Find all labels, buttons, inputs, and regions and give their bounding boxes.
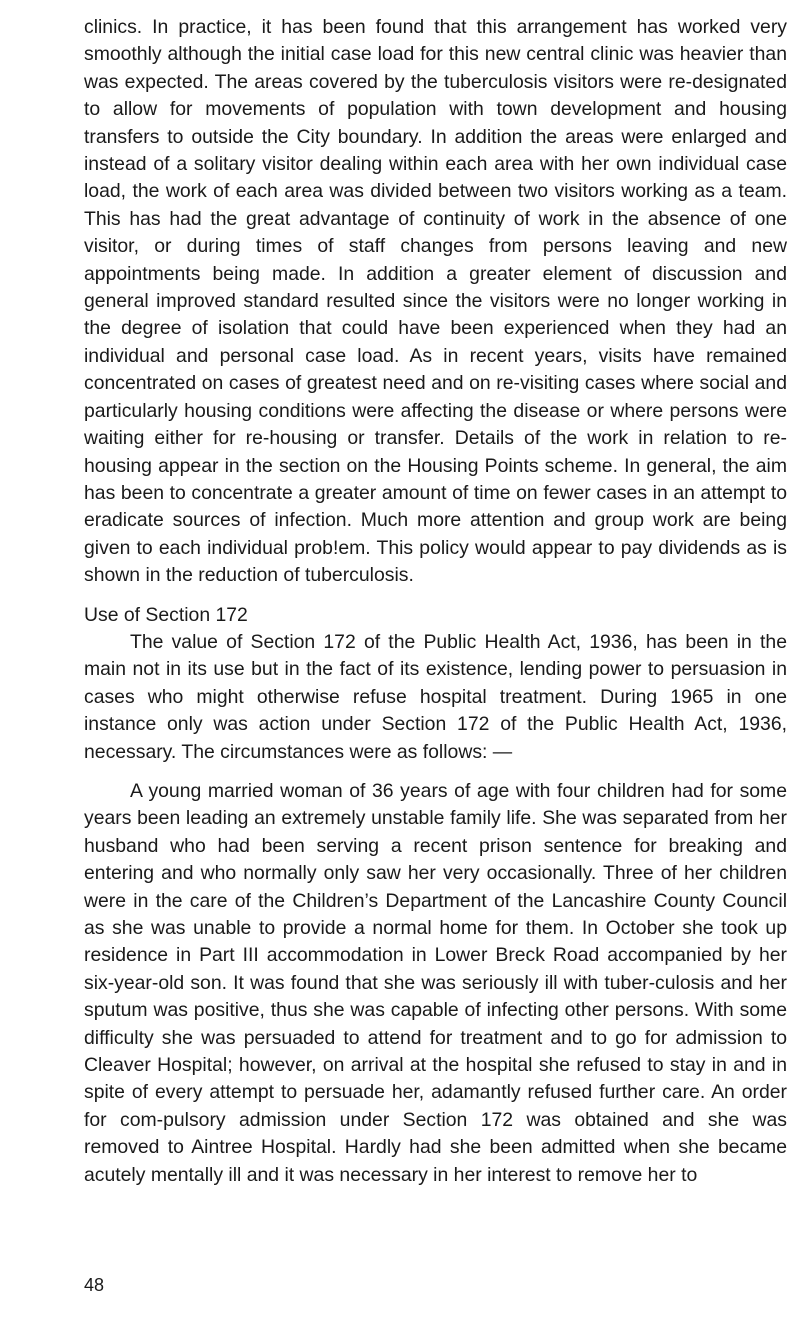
paragraph-clinic-arrangement: clinics. In practice, it has been found that this arrangement has worked very smoothly although the initial case load for this new central clinic was heavier than was expected. The areas covered by the tuberculosis visitors were re-designated to allow for movements of population with town development and housing transfers to outside the City boundary. In addition the areas were enlarged and instead of a solitary visitor dealing within each area with her own individual case load, the work of each area was divided between two visitors working as a team. This has had the great advantage of continuity of work in the absence of one visitor, or during times of staff changes from persons leaving and new appointments being made. In addition a greater element of discussion and general improved standard resulted since the visitors were no longer working in the degree of isolation that could have been experienced when they had an individual and personal case load. As in recent years, visits have remained concentrated on cases of greatest need and on re-visiting cases where social and particularly housing conditions were affecting the disease or where persons were waiting either for re-housing or transfer. Details of the work in relation to re-housing appear in the section on the Housing Points scheme. In general, the aim has been to concentrate a greater amount of time on fewer cases in an attempt to eradicate sources of infection. Much more attention and group work are being given to each individual prob!em. This policy would appear to pay dividends as is shown in the reduction of tuberculosis. — [84, 16, 787, 587]
section-heading: Use of Section 172 — [84, 603, 248, 626]
page-number: 48 — [84, 1275, 105, 1295]
paragraph-case-description: A young married woman of 36 years of age with four children had for some years been leading an extremely unstable family life. She was separated from her husband who had been serving a recent prison sentence for breaking and entering and who normally only saw her very occasionally. Three of her children were in the care of the Children’s Department of the Lancashire County Council as she was unable to provide a normal home for them. In October she took up residence in Part III accommodation in Lower Breck Road accompanied by her six-year-old son. It was found that she was seriously ill with tuber-culosis and her sputum was positive, thus she was capable of infecting other persons. With some difficulty she was persuaded to attend for treatment and to go for admission to Cleaver Hospital; however, on arrival at the hospital she refused to stay in and in spite of every attempt to persuade her, adamantly refused further care. An order for com-pulsory admission under Section 172 was obtained and she was removed to Aintree Hospital. Hardly had she been admitted when she became acutely mentally ill and it was necessary in her interest to remove her to — [84, 779, 787, 1186]
paragraph-section-172-value: The value of Section 172 of the Public Health Act, 1936, has been in the main not in its use but in the fact of its existence, lending power to persuasion in cases who might otherwise refuse hospital treatment. During 1965 in one instance only was action under Section 172 of the Public Health Act, 1936, necessary. The circumstances were as follows: — — [84, 630, 787, 763]
document-page — [84, 14, 787, 1189]
